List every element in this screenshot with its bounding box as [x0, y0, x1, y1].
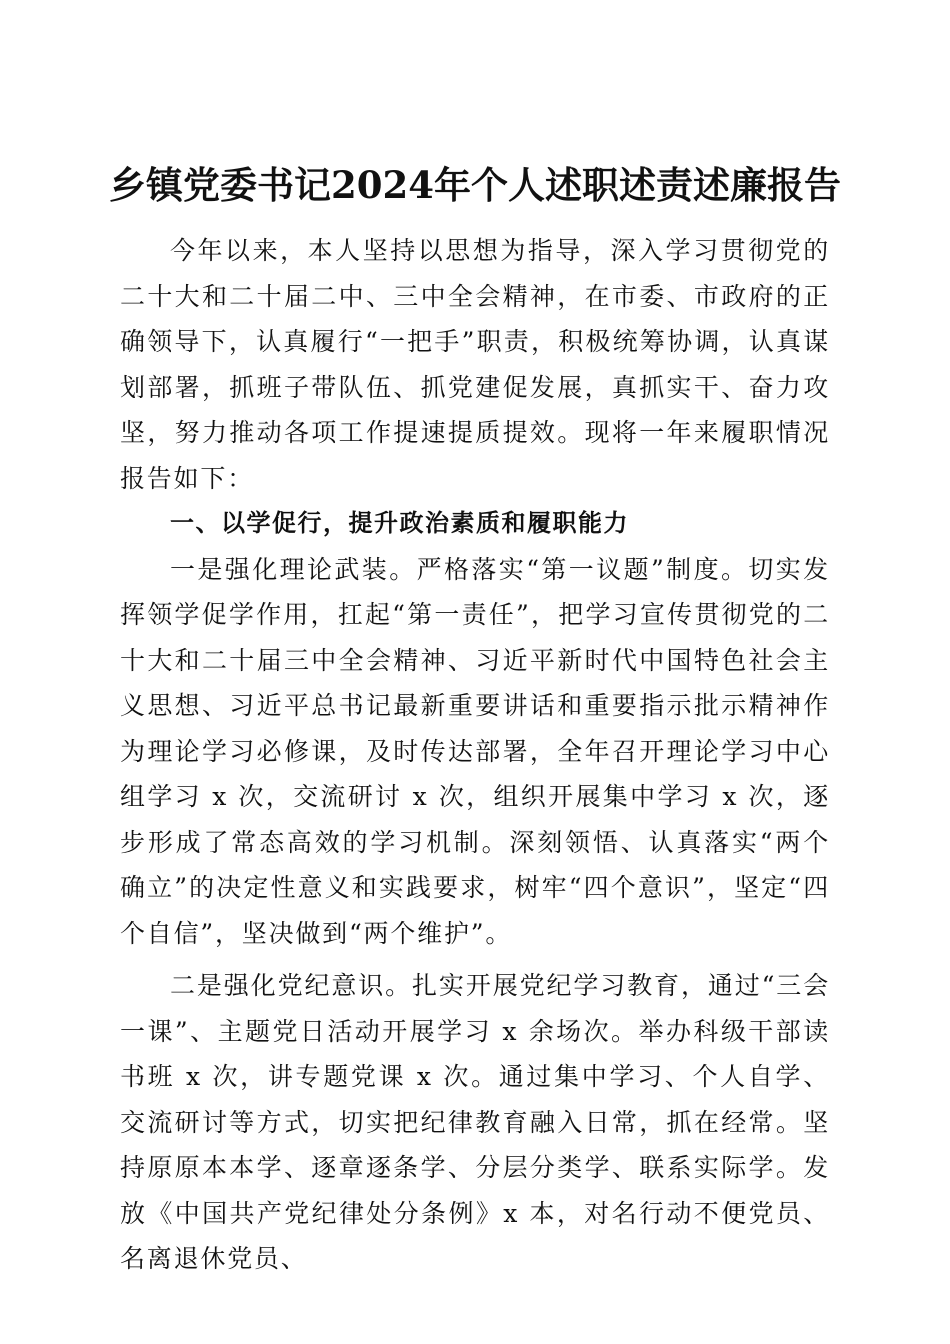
section-heading-1: 一、以学促行，提升政治素质和履职能力 [170, 509, 629, 537]
document-body [120, 228, 830, 1282]
item-2-lead: 二是强化党纪意识。 [170, 971, 413, 1000]
item-1-paragraph [120, 547, 830, 957]
document-title: 乡镇党委书记2024年个人述职述责述廉报告 [109, 162, 841, 207]
item-1-lead: 一是强化理论武装。 [170, 554, 417, 584]
item-2-paragraph [120, 963, 830, 1282]
intro-paragraph: 今年以来，本人坚持以思想为指导，深入学习贯彻党的二十大和二十届二中、三中全会精神，在市委、市政府的正确领导下，认真履行“一把手”职责，积极统筹协调，认真谋划部署，抓班子带队伍、抓党建促发展，真抓实干、奋力攻坚，努力推动各项工作提速提质提效。现将一年来履职情况报告如下： [120, 236, 830, 493]
item-1-text: 严格落实“第一议题”制度。切实发挥领学促学作用，扛起“第一责任”，把学习宣传贯彻党的二十大和二十届三中全会精神、习近平新时代中国特色社会主义思想、习近平总书记最新重要讲话和重要指示批示精神作为理论学习必修课，及时传达部署，全年召开理论学习中心组学习 x 次，交流研讨 x 次，组织开展集中学习 x 次，逐步形成了常态高效的学习机制。深刻领悟、认真落实“两个确立”的决定性意义和实践要求，树牢“四个意识”，坚定“四个自信”，坚决做到“两个维护”。 [120, 554, 830, 948]
item-2-text: 扎实开展党纪学习教育，通过“三会一课”、主题党日活动开展学习 x 余场次。举办科级干部读书班 x 次，讲专题党课 x 次。通过集中学习、个人自学、交流研讨等方式，切实把纪律教育融入日常，抓在经常。坚持原原本本学、逐章逐条学、分层分类学、联系实际学。发放《中国共产党纪律处分条例》x 本，对名行动不便党员、名离退休党员、 [120, 971, 830, 1273]
